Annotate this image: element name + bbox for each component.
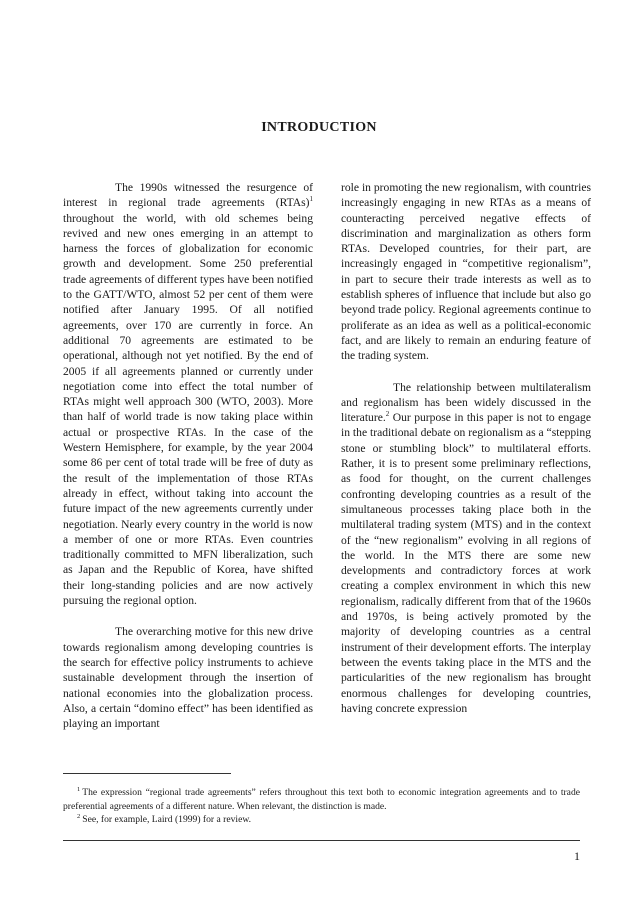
footnote-text: See, for example, Laird (1999) for a review. (82, 814, 252, 825)
section-heading: INTRODUCTION (261, 120, 377, 135)
right-paragraph-2 (341, 380, 591, 717)
paragraph-text: Our purpose in this paper is not to engage in the traditional debate on regionalism as a “stepping stone or stumbling block” to multilateral efforts. Rather, it is to present some preliminary reflections, as food for thought, on the current challenges confronting developing countries as a result of the simultaneous processes taking place both in the multilateral trading system (MTS) and in the context of the “new regionalism” evolving in all regions of the world. In the MTS there are some new developments and contradictory forces at work creating a complex environment in which this new regionalism, radically different from that of the 1960s and 1970s, is being actively promoted by the majority of developing countries as a central instrument of their development efforts. The interplay between the events taking place in the MTS and the particularities of the new regionalism has brought enormous challenges for developing countries, having concrete expression (341, 411, 591, 715)
footnote-number: 2 (77, 812, 81, 820)
right-column (341, 180, 591, 732)
paragraph-text: The 1990s witnessed the resurgence of interest in regional trade agreements (RTAs) (63, 181, 313, 210)
page-footer-rule (63, 840, 580, 841)
page-number: 1 (574, 849, 580, 863)
left-paragraph-2: The overarching motive for this new drive towards regionalism among developing countries is the search for effective policy instruments to achieve sustainable development through the insertion of national economies into the globalization process. Also, a certain “domino effect” has been identified as playing an important (63, 625, 313, 731)
footnote-ref-2[interactable]: 2 (385, 410, 390, 419)
footnote-number: 1 (77, 785, 81, 793)
left-column (63, 180, 313, 747)
footnote-1 (63, 786, 580, 813)
footnote-ref-1[interactable]: 1 (309, 195, 313, 204)
right-paragraph-1: role in promoting the new regionalism, with countries increasingly engaging in new RTAs as a means of counteracting perceived negative effects of discrimination and marginalization as others form RTAs. Developed countries, for their part, are increasingly engaged in “competitive regionalism”, in part to secure their trade interests as well as to establish spheres of influence that include but also go beyond trade policy. Regional agreements continue to proliferate as an idea as well as a political-economic fact, and are likely to remain an enduring feature of the trading system. (341, 181, 591, 363)
footnote-divider (63, 773, 231, 774)
paragraph-text: The relationship between multilateralism and regionalism has been widely discussed in the literature. (341, 380, 591, 425)
footnote-text: The expression “regional trade agreements” refers throughout this text both to economic integration agreements and to trade preferential agreements of a different nature. When relevant, the distinction is made. (63, 787, 580, 812)
footnotes (63, 786, 580, 827)
footnote-2 (63, 813, 580, 827)
paragraph-text: throughout the world, with old schemes being revived and new ones emerging in an attempt to harness the forces of globalization for economic growth and development. Some 250 preferential trade agreements of different types have been notified to the GATT/WTO, almost 52 per cent of them were notified after January 1995. Of all notified agreements, over 170 are currently in force. An additional 70 agreements are estimated to be operational, although not yet notified. By the end of 2005 if all agreements planned or currently under negotiation come into effect the total number of RTAs might well approach 300 (WTO, 2003). More than half of world trade is now taking place within actual or prospective RTAs. In the case of the Western Hemisphere, for example, by the year 2004 some 86 per cent of total trade will be free of duty as the result of the implementation of those RTAs already in effect, without taking into account the future impact of the new agreements currently under negotiation. Nearly every country in the world is now a member of one or more RTAs. Even countries traditionally committed to MFN liberalization, such as Japan and the Republic of Korea, have shifted their long-standing policies and are now actively pursuing the regional option. (63, 211, 313, 608)
left-paragraph-1 (63, 180, 313, 608)
